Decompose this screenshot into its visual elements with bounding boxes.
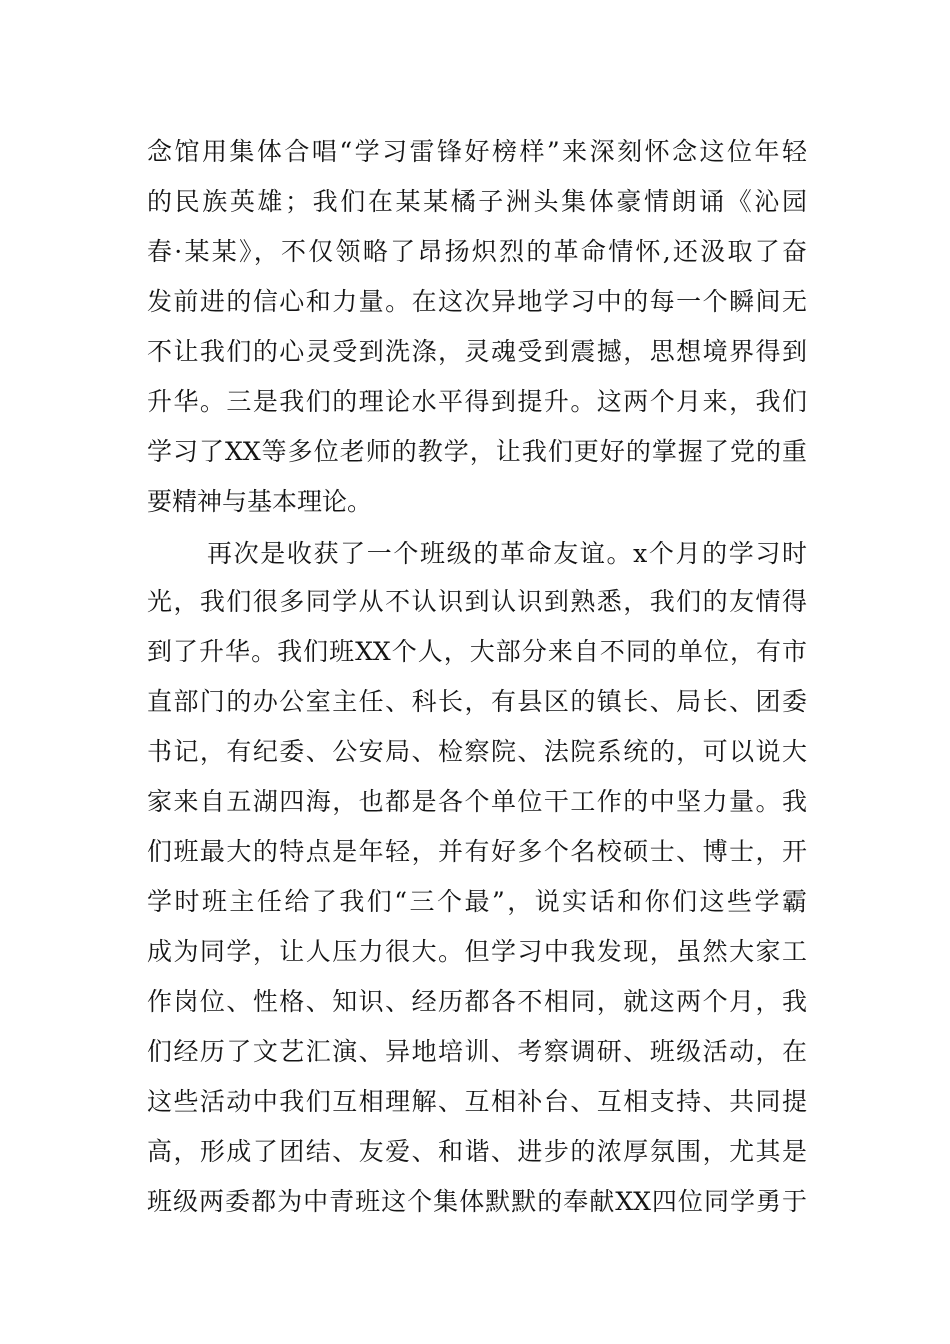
paragraph-2-line-12: 这些活动中我们互相理解、互相补台、互相支持、共同提 <box>147 1087 807 1116</box>
paragraph-2-line-2: 光，我们很多同学从不认识到认识到熟悉，我们的友情得 <box>147 587 807 616</box>
paragraph-2-line-9: 成为同学，让人压力很大。但学习中我发现，虽然大家工 <box>147 937 807 966</box>
paragraph-2-line-5: 书记，有纪委、公安局、检察院、法院系统的，可以说大 <box>147 737 807 766</box>
paragraph-1-line-8: 要精神与基本理论。 <box>147 487 373 516</box>
paragraph-2-line-11: 们经历了文艺汇演、异地培训、考察调研、班级活动，在 <box>147 1037 807 1066</box>
paragraph-2-line-8: 学时班主任给了我们“三个最”，说实话和你们这些学霸 <box>147 887 807 916</box>
paragraph-2-line-1: 再次是收获了一个班级的革命友谊。x个月的学习时 <box>207 539 807 568</box>
paragraph-2-line-10: 作岗位、性格、知识、经历都各不相同，就这两个月，我 <box>147 987 807 1016</box>
paragraph-2-line-13: 高，形成了团结、友爱、和谐、进步的浓厚氛围，尤其是 <box>147 1137 807 1166</box>
paragraph-2-line-4: 直部门的办公室主任、科长，有县区的镇长、局长、团委 <box>147 687 807 716</box>
paragraph-1-line-4: 发前进的信心和力量。在这次异地学习中的每一个瞬间无 <box>147 287 807 316</box>
paragraph-1-line-5: 不让我们的心灵受到洗涤，灵魂受到震撼，思想境界得到 <box>147 337 807 366</box>
paragraph-1-line-2: 的民族英雄；我们在某某橘子洲头集体豪情朗诵《沁园 <box>147 187 807 216</box>
paragraph-2-line-6: 家来自五湖四海，也都是各个单位干工作的中坚力量。我 <box>147 787 807 816</box>
paragraph-1-line-3: 春·某某》，不仅领略了昂扬炽烈的革命情怀,还汲取了奋 <box>147 237 807 266</box>
paragraph-1-line-1: 念馆用集体合唱“学习雷锋好榜样”来深刻怀念这位年轻 <box>147 137 807 166</box>
paragraph-1-line-6: 升华。三是我们的理论水平得到提升。这两个月来，我们 <box>147 387 807 416</box>
paragraph-2-line-3: 到了升华。我们班XX个人，大部分来自不同的单位，有市 <box>147 637 807 666</box>
paragraph-1-line-7: 学习了XX等多位老师的教学，让我们更好的掌握了党的重 <box>147 437 807 466</box>
paragraph-2-line-14: 班级两委都为中青班这个集体默默的奉献XX四位同学勇于 <box>147 1187 807 1216</box>
paragraph-2-line-7: 们班最大的特点是年轻，并有好多个名校硕士、博士，开 <box>147 837 807 866</box>
